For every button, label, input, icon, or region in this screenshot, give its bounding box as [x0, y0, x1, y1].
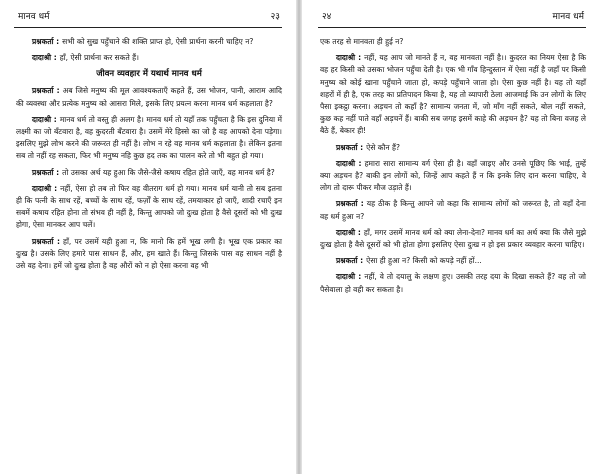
paragraph-text: ऐसे कौन हैं?	[366, 142, 400, 152]
paragraph-text: ऐसा ही हुआ न? किसी को कपड़े नहीं हों...	[366, 256, 482, 266]
paragraph-text: सभी को सुख पहुँचाने की शक्ति प्राप्त हो, ऐसी प्रार्थना करनी चाहिए न?	[62, 37, 254, 46]
page-number: २४	[322, 12, 332, 22]
speaker-label: प्रश्नकर्ता :	[32, 86, 60, 96]
paragraph	[16, 167, 282, 179]
speaker-label: प्रश्नकर्ता :	[336, 142, 364, 152]
paragraph	[16, 36, 282, 48]
left-page-body	[16, 36, 282, 468]
paragraph-text: हाँ, मगर उसमें मानव धर्म को क्या लेना-देना? मानव धर्म का अर्थ क्या कि जैसे मुझे दुःख होता है वैसे दूसरों को भी होता होगा इसलिए ऐसा दुःख न हो इस प्रकार व्यवहार करना चाहिए।	[320, 227, 586, 250]
right-page	[304, 0, 598, 474]
paragraph	[320, 271, 586, 295]
speaker-label: दादाश्री :	[32, 114, 57, 124]
paragraph	[320, 158, 586, 195]
paragraph	[320, 36, 586, 48]
paragraph-text: यह ठीक है किन्तु आपने जो कहा कि सामान्य लोगों को जरूरत है, तो वहाँ देना वह धर्म हुआ न?	[320, 199, 586, 221]
paragraph	[320, 52, 586, 137]
paragraph-text: मानव धर्म तो वस्तु ही अलग है। मानव धर्म तो यहाँ तक पहुँचता है कि इस दुनिया में लक्ष्मी का जो बँटवारा है, वह कुदरती बँटवारा है। उसमें मेरे हिस्से का जो है वह आपको देना पड़ेगा। इसलिए मुझे लोभ करने की जरूरत ही नहीं है। लोभ न रहे वह मानव धर्म कहलाता है। लेकिन इतना सब तो नहीं रह सकता, फिर भी मनुष्य नहि कुछ हद तक का पालन करे तो भी बहुत हो गया।	[16, 114, 282, 161]
running-title: मानव धर्म	[552, 12, 584, 22]
speaker-label: प्रश्नकर्ता :	[336, 199, 364, 209]
left-page-header	[18, 10, 280, 24]
paragraph-text: हाँ, पर उसमें यही हुआ न, कि मानो कि हमें भूख लगी है। भूख एक प्रकार का दुःख है। उसके लिए हमारे पास साधन हैं, और, हम खाते हैं। किन्तु जिसके पास वह साधन नहीं है उसे वह देना। हमें जो दुःख होता है वह औरों को न हो ऐसा करना वह भी	[16, 236, 282, 271]
right-page-header	[322, 10, 584, 24]
section-heading: जीवन व्यवहार में यथार्थ मानव धर्म	[96, 69, 202, 80]
speaker-label: प्रश्नकर्ता :	[32, 37, 60, 46]
speaker-label: प्रश्नकर्ता :	[32, 167, 60, 177]
speaker-label: प्रश्नकर्ता :	[32, 236, 60, 246]
paragraph-text: नहीं, ऐसा हो तब तो फिर वह वीतराग धर्म हो गया। मानव धर्म यानी तो सब इतना ही कि पत्नी के साथ रहें, बच्चों के साथ रहें, फर्ज़ों के साथ रहें, तमयाकार हो जाएँ, शादी रचाएँ इन सबमें कषाय रहित होना तो संभव ही नहीं है, किन्तु आपको जो दुःख होता है वैसे दूसरों को भी दुःख होगा, ऐसा मानकर आप चलें।	[16, 183, 282, 230]
paragraph	[16, 183, 282, 232]
paragraph-text: नहीं, यह आप जो मानते हैं न, वह मानवता नहीं है।। कुदरत का नियम ऐसा है कि वह हर किसी को उसका भोजन पहुँचा देती है। एक भी गाँव हिन्दुस्तान में ऐसा नहीं है जहाँ पर किसी मनुष्य को कोई खाना पहुँचाने जाता हो, कपड़े पहुँचाने जाता हो। ऐसा कुछ नहीं है। यह तो यहाँ शहरों में ही है, एक तरह का प्रतिपादन किया है, यह तो व्यापारी ठेला आजमाई कि उन लोगों के लिए पैसा इकट्ठा करना। अड़चन तो कहाँ है? सामान्य जनता में, जो माँग नहीं सकते, बोल नहीं सकते, कुछ कह नहीं पाते वहाँ अड़चनें हैं। बाकी सब जगह इसमें काहे की अड़चन है? यह तो बिना वजह ले बैठे हैं, बेकार ही!	[320, 53, 587, 136]
right-page-body	[320, 36, 586, 468]
paragraph	[16, 114, 282, 163]
speaker-label: दादाश्री :	[336, 158, 362, 168]
paragraph-text: हाँ, ऐसी प्रार्थना कर सकते हैं।	[59, 53, 139, 63]
paragraph	[16, 85, 282, 109]
paragraph	[16, 52, 282, 64]
header-rule	[318, 27, 586, 28]
paragraph	[320, 142, 586, 154]
paragraph-text: हमारा सारा सामान्य वर्ग ऐसा ही है। वहाँ जाइए और उनसे पूछिए कि भाई, तुम्हें क्या अड़चन है? बाकी इन लोगों को, जिन्हें आप कहते हैं न कि इनके लिए दान करना चाहिए, वे लोग तो दारू पीकर मौज उड़ाते हैं।	[320, 158, 586, 193]
paragraph-text: एक तरह से मानवता ही हुई न?	[320, 37, 404, 46]
speaker-label: दादाश्री :	[336, 53, 362, 63]
book-gutter	[296, 0, 302, 474]
speaker-label: दादाश्री :	[336, 227, 361, 237]
paragraph-text: तो उसका अर्थ यह हुआ कि जैसे-जैसे कषाय रहित होते जाएँ, वह मानव धर्म है?	[62, 167, 275, 177]
running-title: मानव धर्म	[18, 12, 50, 22]
left-page	[0, 0, 294, 474]
speaker-label: प्रश्नकर्ता :	[336, 256, 364, 266]
speaker-label: दादाश्री :	[32, 183, 58, 193]
paragraph-text: नहीं, वे तो दयालु के लक्षण हुए। उसकी तरह दया के दिखा सकते हैं? वह तो जो पैसेवाला हो वही कर सकता है।	[320, 272, 586, 294]
speaker-label: दादाश्री :	[336, 272, 362, 282]
paragraph	[320, 255, 586, 267]
page-number: २३	[270, 12, 280, 22]
speaker-label: दादाश्री :	[32, 53, 57, 63]
paragraph	[320, 227, 586, 251]
paragraph	[320, 198, 586, 222]
paragraph	[16, 236, 282, 273]
header-rule	[14, 27, 282, 28]
paragraph-text: अब जिसे मनुष्य की मूल आवश्यकताएँ कहते हैं, उस भोजन, पानी, आराम आदि की व्यवस्था और प्रत्येक मनुष्य को आसरा मिले, इसके लिए प्रयत्न करना मानव धर्म कहलाता है?	[16, 86, 282, 108]
